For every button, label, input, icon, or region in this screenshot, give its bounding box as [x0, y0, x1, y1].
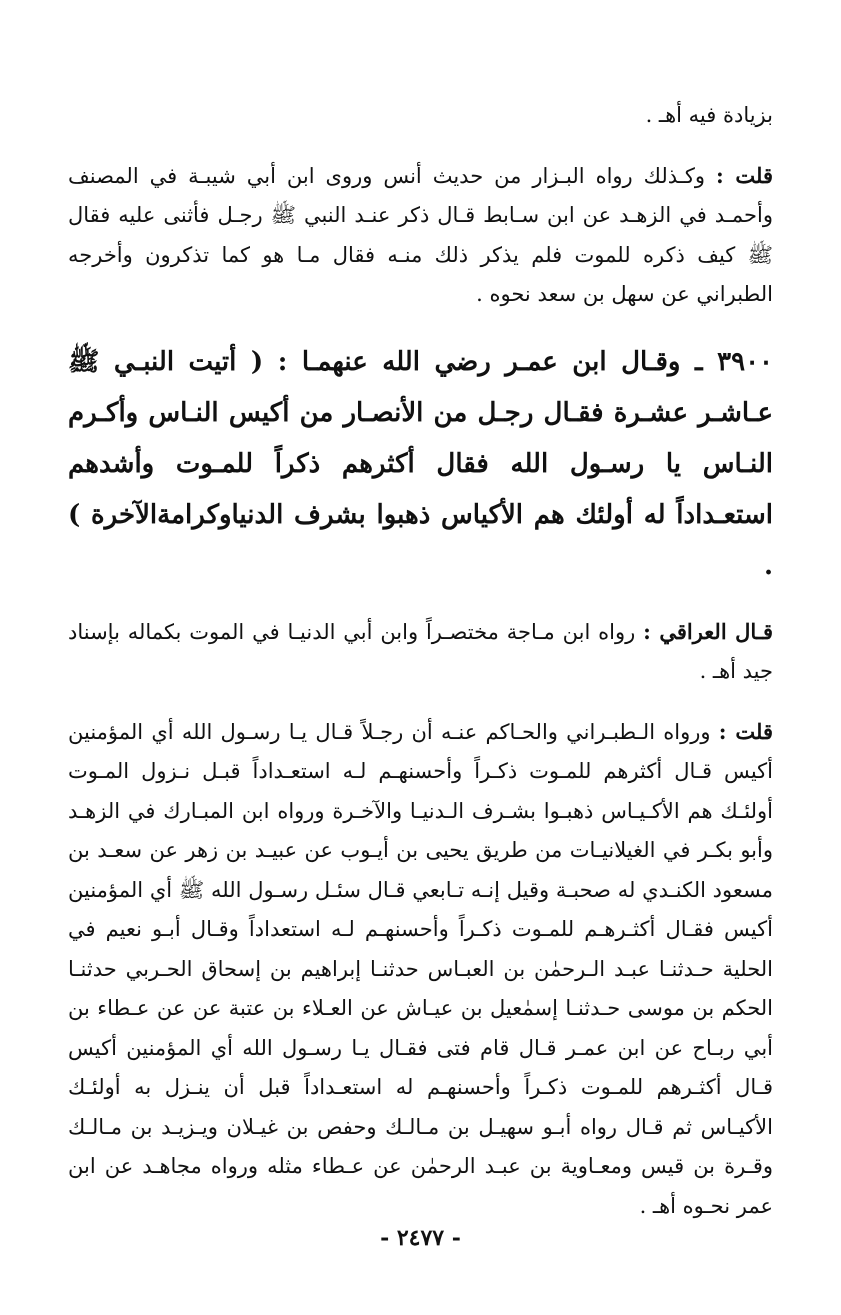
paragraph-text: ورواه الـطبـراني والحـاكم عنـه أن رجـلاً قـال يـا رسـول الله أي المؤمنين أكيس قـال أكثرهم للمـوت ذكـراً وأحسنهـم لـه استعـداداً قبـل نـزول المـوت أولئـك هم الأكـيـاس ذهبـوا بشـرف الـدنيـا والآخـرة ورواه ابن المبـارك في الزهـد وأبو بكـر في الغيلانيـات من طريق يحيى بن أيـوب عن عبيـد بن زهر عن سعـد بن مسعود الكنـدي له صحبـة وقيل إنـه تـابعي قـال سئـل رسـول الله ﷺ أي المؤمنين أكيس فقـال أكثـرهـم للمـوت ذكـراً وأحسنهـم لـه استعداداً وقـال أبـو نعيم في الحلية حـدثنـا عبـد الـرحمٰن بن العبـاس حدثنـا إبراهيم بن إسحاق الحـربي حدثنـا الحكم بن موسى حـدثنـا إسمٰعيل بن عيـاش عن العـلاء بن عتبة عن عن عـطاء بن أبي ربـاح عن ابن عمـر قـال قام فتى فقـال يـا رسـول الله أي المؤمنين أكيس قـال أكثـرهم للمـوت ذكـراً وأحسنهـم له استعـداداً قبل أن ينـزل به أولئـك الأكيـاس ثم قـال رواه أبـو سهيـل بن مـالـك وحفص بن غيـلان ويـزيـد بن مـالـك وقـرة بن قيس ومعـاوية بن عبـد الرحمٰن عن عـطاء مثله ورواه مجاهـد عن ابن عمر نحـوه أهـ .: [68, 719, 773, 1218]
paragraph-iraqi: [68, 612, 773, 692]
commentary-lead: قلت :: [718, 718, 773, 744]
commentary-lead: قلت :: [716, 162, 773, 188]
hadith-body: وقـال ابن عمـر رضي الله عنهمـا : ( أتيت النبـي ﷺ عـاشـر عشـرة فقـال رجـل من الأنصـار من أكيس النـاس وأكـرم النـاس يا رسـول الله فقال أكثرهم ذكراً للمـوت وأشدهم استعـداداً له أولئك هم الأكياس ذهبوا بشرف الدنياوكرامةالآخرة ) .: [68, 346, 773, 581]
paragraph-text: رواه ابن مـاجة مختصـراً وابن أبي الدنيـا في الموت بكماله بإسناد جيد أهـ .: [68, 619, 773, 683]
hadith-number: ٣٩٠٠ ـ: [695, 346, 773, 377]
paragraph-commentary: [68, 156, 773, 315]
paragraph-text: بزيادة فيه أهـ .: [645, 103, 773, 127]
hadith-text: [68, 337, 773, 592]
paragraph-continuation: [68, 96, 773, 136]
page-number: - ٢٤٧٧ -: [380, 1225, 461, 1251]
paragraph-commentary-long: [68, 712, 773, 1227]
iraqi-lead: قـال العراقي :: [643, 618, 773, 644]
paragraph-text: وكـذلك رواه البـزار من حديث أنس وروى ابن أبي شيبـة في المصنف وأحمـد في الزهـد عن ابن سـابط قـال ذكر عنـد النبي ﷺ رجـل فأثنى عليه فقال ﷺ كيف ذكره للموت فلم يذكر ذلك منـه فقال مـا هو كما تذكرون وأخرجه الطبراني عن سهل بن سعد نحوه .: [68, 163, 773, 306]
page-body: [68, 96, 773, 1226]
